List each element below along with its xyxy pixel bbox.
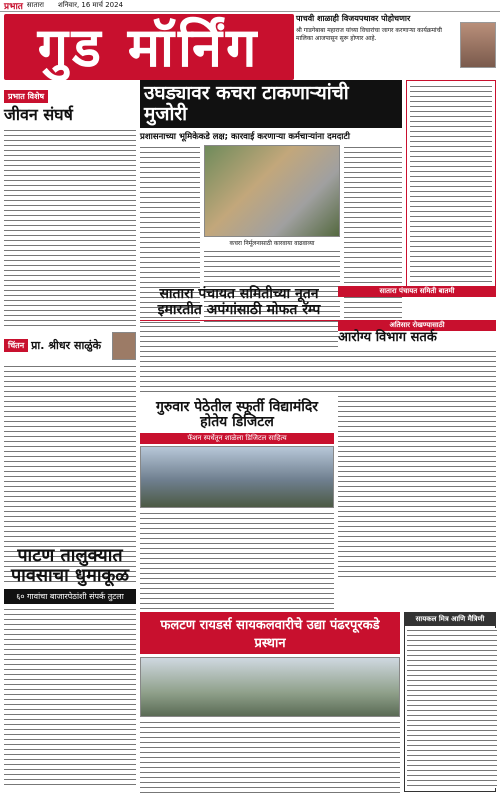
panchayat-text [140, 324, 338, 396]
health-headline: आरोग्य विभाग सतर्क [338, 330, 437, 345]
ad-text [407, 628, 497, 788]
main-headline: उघड्यावर कचरा टाकणाऱ्यांची मुजोरी [140, 80, 402, 128]
masthead [4, 14, 294, 80]
cycle-headline: फलटण रायडर्स सायकलवारीचे उद्या पंढरपूरकडे प्रस्थान [140, 612, 400, 654]
cycle-text [140, 720, 400, 797]
health-text [338, 349, 496, 579]
left-column [4, 84, 136, 586]
page-title: गुड मॉर्निंग [37, 15, 261, 79]
panchayat-bar-box [338, 286, 496, 297]
promo-box [296, 14, 496, 74]
cycle-ad [404, 612, 496, 792]
school-subhead: फॅशन स्पर्धेतून शाळेला डिजिटल साहित्य [140, 433, 334, 444]
panchayat-story [140, 286, 338, 396]
cycle-story [140, 612, 400, 797]
patan-subhead: ६० गावांचा बाजारपेठांशी संपर्क तुटला [4, 589, 136, 604]
left-article-text [4, 128, 136, 328]
garbage-photo [204, 145, 340, 237]
cycle-photo [140, 657, 400, 717]
school-photo [140, 446, 334, 508]
panchayat-bar: सातारा पंचायत समिती बातमी [338, 286, 496, 297]
ad-headline: सायकल मित्र आणि मैत्रिणी [405, 613, 495, 626]
sidebar-text [410, 84, 492, 284]
top-bar [0, 0, 500, 12]
panchayat-headline: सातारा पंचायत समितीच्या नूतन इमारतीत अपंगांसाठी मोफत रॅम्प [140, 286, 338, 321]
patan-story [4, 546, 136, 787]
photo-caption: कचरा निर्मूलनासाठी कारवाया वाढवाव्या [229, 239, 315, 247]
author-avatar [112, 332, 136, 360]
promo-body: श्री गाडगेबाबा महाराज यांच्या विचारांचा जागर करणाऱ्या कार्यक्रमांची मालिका आजपासून सुरू होणार आहे. [296, 26, 442, 42]
health-story [338, 320, 496, 579]
date-label: शनिवार, 16 मार्च 2024 [57, 1, 124, 9]
chintan-tag: चिंतन [4, 339, 28, 352]
brand-logo: प्रभात [4, 2, 23, 12]
promo-headline: पाचवी शाळाही विजयपथावर पोहोचणार [296, 14, 411, 23]
patan-headline: पाटण तालुक्यात पावसाचा धुमाकूळ [10, 545, 130, 586]
school-headline: गुरुवार पेठेतील स्फूर्ती विद्यामंदिर होतेय डिजिटल [155, 399, 319, 431]
left-headline: जीवन संघर्ष [4, 105, 73, 124]
health-bar: अतिसार रोखण्यासाठी [338, 320, 496, 331]
patan-text [4, 607, 136, 787]
promo-photo [460, 22, 496, 68]
edition-label: सातारा [26, 1, 44, 9]
main-article-text-3 [344, 145, 402, 325]
main-subhead: प्रशासनाच्या भूमिकेकडे लक्ष; कारवाई करणाऱ्या कर्मचाऱ्यांना दमदाटी [140, 131, 350, 142]
left-kicker: प्रभात विशेष [4, 90, 48, 103]
school-story [140, 400, 334, 631]
chintan-author: प्रा. श्रीधर साळुंके [31, 339, 102, 353]
chintan-column [4, 332, 136, 360]
right-sidebar-box [406, 80, 496, 292]
